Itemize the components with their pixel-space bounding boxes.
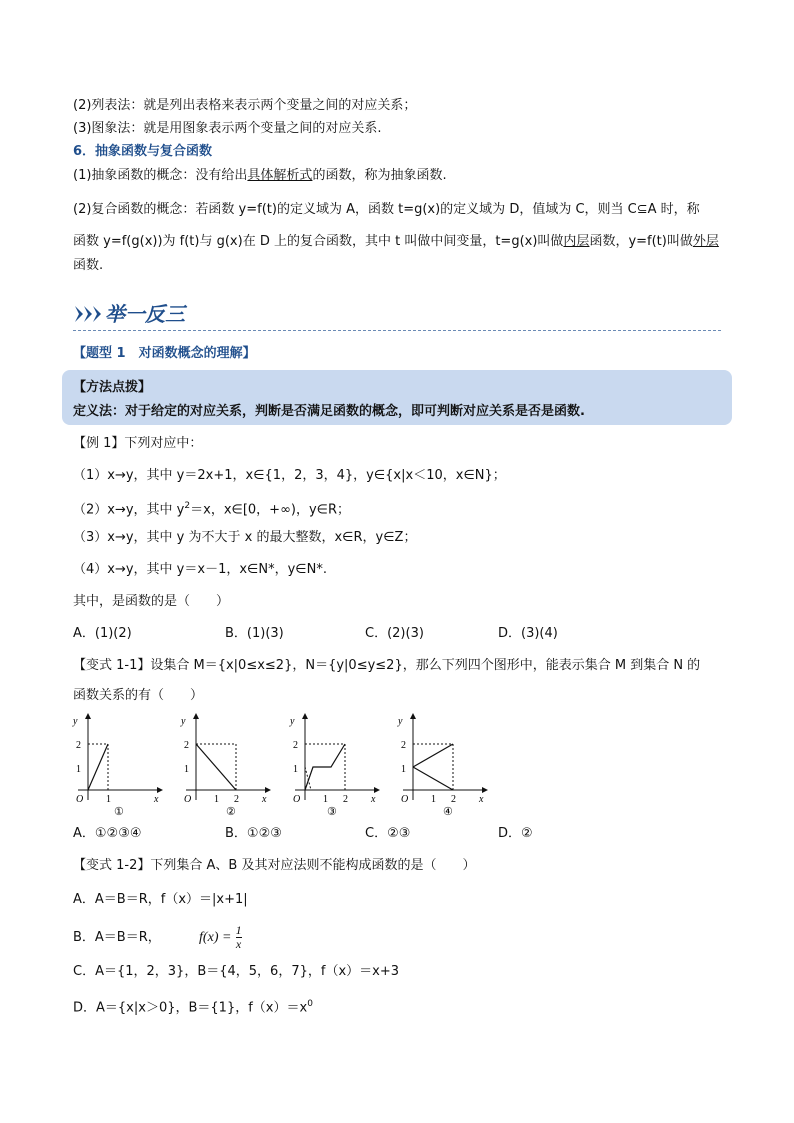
variant-1-2-option-b[interactable]: B．A＝B＝R， f(x) = $\frac{1}{x}$ (73, 923, 242, 951)
x-label: x (371, 794, 376, 805)
composite-function-line-3: 函数. (73, 258, 104, 273)
variant-1-2-title: 【变式 1-2】下列集合 A、B 及其对应法则不能构成函数的是（ ） (73, 858, 476, 873)
graph-1 (70, 712, 165, 817)
y-tick-2: 2 (401, 740, 406, 751)
graph-line (196, 744, 236, 790)
composite-function-line-2: 函数 y=f(g(x))为 f(t)与 g(x)在 D 上的复合函数，其中 t 叫做中间变量，t=g(x)叫做内层函数，y=f(t)叫做外层 (73, 234, 719, 249)
chevron-icon (84, 306, 92, 322)
variant-1-1-option-c[interactable]: C．②③ (365, 826, 411, 841)
y-tick-1: 1 (293, 764, 298, 775)
x-tick-1: 1 (106, 794, 111, 805)
y-label: y (398, 716, 403, 727)
composite-function-line-1: (2)复合函数的概念：若函数 y=f(t)的定义域为 A，函数 t=g(x)的定义域为 D，值域为 C，则当 C⊆A 时，称 (73, 202, 700, 217)
x-label: x (262, 794, 267, 805)
example-1-option-b[interactable]: B．(1)(3) (225, 626, 284, 641)
graph-line (413, 767, 453, 790)
y-label: y (290, 716, 295, 727)
graph-2 (178, 712, 273, 817)
example-1-option-c[interactable]: C．(2)(3) (365, 626, 424, 641)
abstract-function-line: (1)抽象函数的概念：没有给出具体解析式的函数，称为抽象函数. (73, 168, 447, 183)
chevron-icon (75, 306, 83, 322)
origin-label: O (76, 794, 84, 805)
origin-label: O (401, 794, 409, 805)
example-1-item-2: （2）x→y，其中 $y^2=x$，x∈[0，+∞)，y∈R； (73, 501, 351, 518)
variant-1-1-option-b[interactable]: B．①②③ (225, 826, 282, 841)
variant-1-2-option-a[interactable]: A．A＝B＝R，f（x）＝|x+1| (73, 892, 248, 907)
graph-method-line: (3)图象法：就是用图象表示两个变量之间的对应关系. (73, 121, 382, 136)
banner-text: 举一反三 (105, 302, 185, 326)
banner-svg (75, 300, 205, 328)
variant-1-1-option-a[interactable]: A．①②③④ (73, 826, 142, 841)
origin-label: O (184, 794, 192, 805)
y-tick-1: 1 (184, 764, 189, 775)
graph-label-4: ④ (443, 806, 453, 817)
graph-line (305, 744, 345, 790)
example-1-option-a[interactable]: A．(1)(2) (73, 626, 132, 641)
example-1-title: 【例 1】下列对应中： (73, 436, 203, 451)
x-tick-2: 2 (451, 794, 456, 805)
graph-label-1: ① (114, 806, 124, 817)
banner-title (75, 300, 205, 332)
x-tick-1: 1 (323, 794, 328, 805)
graph-line (88, 744, 108, 790)
x-label: x (479, 794, 484, 805)
section-6-heading: 6．抽象函数与复合函数 (73, 144, 213, 159)
graph-4 (395, 712, 490, 817)
y-tick-1: 1 (76, 764, 81, 775)
example-1-item-3: （3）x→y，其中 y 为不大于 x 的最大整数，x∈R，y∈Z； (73, 530, 417, 545)
fraction-one-over-x: $\frac{1}{x}$ (235, 923, 242, 951)
x-tick-2: 2 (234, 794, 239, 805)
y-label: y (181, 716, 186, 727)
y-label: y (73, 716, 78, 727)
variant-1-1-line-1: 【变式 1-1】设集合 M＝{x|0≤x≤2}，N＝{y|0≤y≤2}，那么下列四个图形中，能表示集合 M 到集合 N 的 (73, 658, 701, 673)
example-1-item-1: （1）x→y，其中 y＝2x+1，x∈{1，2，3，4}，y∈{x|x＜10，x∈N}； (73, 468, 506, 483)
example-1-option-d[interactable]: D．(3)(4) (498, 626, 558, 641)
y-tick-2: 2 (76, 740, 81, 751)
banner-divider (73, 330, 721, 331)
graph-label-2: ② (226, 806, 236, 817)
y-tick-2: 2 (293, 740, 298, 751)
x-tick-1: 1 (214, 794, 219, 805)
y-tick-2: 2 (184, 740, 189, 751)
variant-1-2-option-c[interactable]: C．A＝{1，2，3}，B＝{4，5，6，7}，f（x）＝x+3 (73, 964, 399, 979)
graph-3 (287, 712, 382, 817)
x-tick-2: 2 (343, 794, 348, 805)
list-method-line: (2)列表法：就是列出表格来表示两个变量之间的对应关系； (73, 98, 417, 113)
y-tick-1: 1 (401, 764, 406, 775)
origin-label: O (293, 794, 301, 805)
variant-1-1-option-d[interactable]: D．② (498, 826, 533, 841)
variant-1-2-option-d[interactable]: D．A＝{x|x＞0}，B＝{1}，$f(x)=x^0$ (73, 999, 313, 1016)
graph-label-3: ③ (327, 806, 337, 817)
x-label: x (154, 794, 159, 805)
method-title: 【方法点拨】 (73, 380, 152, 395)
example-1-question: 其中，是函数的是（ ） (73, 594, 230, 609)
type-1-heading: 【题型 1 对函数概念的理解】 (73, 346, 256, 361)
graph-line (413, 744, 453, 767)
x-tick-1: 1 (431, 794, 436, 805)
method-body: 定义法：对于给定的对应关系，判断是否满足函数的概念，即可判断对应关系是否是函数. (73, 404, 585, 419)
chevron-icon (93, 306, 101, 322)
example-1-item-4: （4）x→y，其中 y＝x－1，x∈N*，y∈N*. (73, 562, 327, 577)
variant-1-1-line-2: 函数关系的有（ ） (73, 688, 204, 703)
